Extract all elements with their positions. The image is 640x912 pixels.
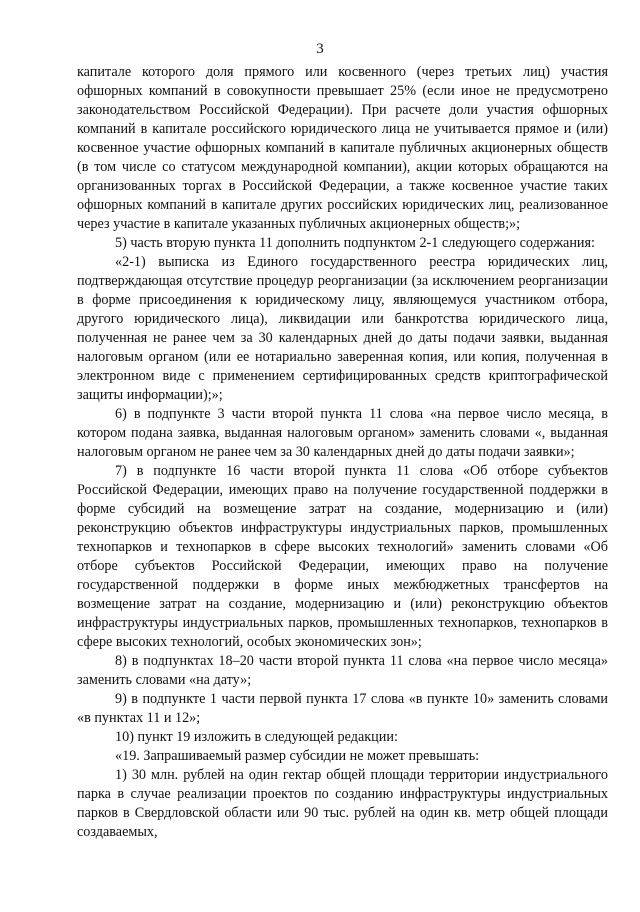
document-body — [77, 63, 608, 842]
paragraph-item-7: 7) в подпункте 16 части второй пункта 11 слова «Об отборе субъектов Российской Федерации, имеющих право на получение государственной поддержки в форме субсидий на возмещение затрат на создание, модернизацию и (или) реконструкцию объектов инфраструктуры индустриальных парков, промышленных технопарков и технопарков в сфере высоких технологий» заменить словами «Об отборе субъектов Российской Федерации, имеющих право на получение государственной поддержки в форме иных межбюджетных трансфертов на возмещение затрат на создание, модернизацию и (или) реконструкцию объектов инфраструктуры индустриальных парков, промышленных технопарков, технопарков в сфере высоких технологий, особых экономических зон»; — [77, 463, 608, 650]
paragraph-item-10: 10) пункт 19 изложить в следующей редакции: — [115, 729, 398, 745]
page-number: 3 — [316, 41, 324, 57]
paragraph-item-6: 6) в подпункте 3 части второй пункта 11 слова «на первое число месяца, в котором подана заявка, выданная налоговым органом» заменить словами «, выданная налоговым органом не ранее чем за 30 календарных дней до даты подачи заявки»; — [77, 406, 608, 460]
paragraph-item-9: 9) в подпункте 1 части первой пункта 17 слова «в пункте 10» заменить словами «в пунктах 11 и 12»; — [77, 691, 608, 726]
paragraph-clause-19-item-1: 1) 30 млн. рублей на один гектар общей площади территории индустриального парка в случае реализации проектов по созданию инфраструктуры индустриальных парков в Свердловской области или 90 тыс. рублей на один кв. метр общей площади создаваемых, — [77, 767, 608, 840]
paragraph-continuation: капитале которого доля прямого или косвенного (через третьих лиц) участия офшорных компаний в совокупности превышает 25% (если иное не предусмотрено законодательством Российской Федерации). При расчете доли участия офшорных компаний в капитале российского юридического лица не учитывается прямое и (или) косвенное участие офшорных компаний в капитале публичных акционерных обществ (в том числе со статусом международной компании), акции которых обращаются на организованных торгах в Российской Федерации, а также косвенное участие таких офшорных компаний в капитале других российских юридических лиц, реализованное через участие в капитале указанных публичных акционерных обществ;»; — [77, 64, 608, 232]
paragraph-clause-19: «19. Запрашиваемый размер субсидии не может превышать: — [115, 748, 480, 764]
paragraph-item-8: 8) в подпунктах 18–20 части второй пункта 11 слова «на первое число месяца» заменить словами «на дату»; — [77, 653, 608, 688]
paragraph-item-5: 5) часть вторую пункта 11 дополнить подпунктом 2-1 следующего содержания: — [115, 235, 595, 251]
paragraph-subitem-2-1: «2-1) выписка из Единого государственного реестра юридических лиц, подтверждающая отсутствие процедур реорганизации (за исключением реорганизации в форме присоединения к юридическому лицу, являющемуся участником отбора, другого юридического лица), ликвидации или банкротства юридического лица, полученная не ранее чем за 30 календарных дней до даты подачи заявки, выданная налоговым органом (или ее нотариально заверенная копия, или копия, полученная в электронном виде с применением сертифицированных средств криптографической защиты информации);»; — [77, 254, 608, 403]
